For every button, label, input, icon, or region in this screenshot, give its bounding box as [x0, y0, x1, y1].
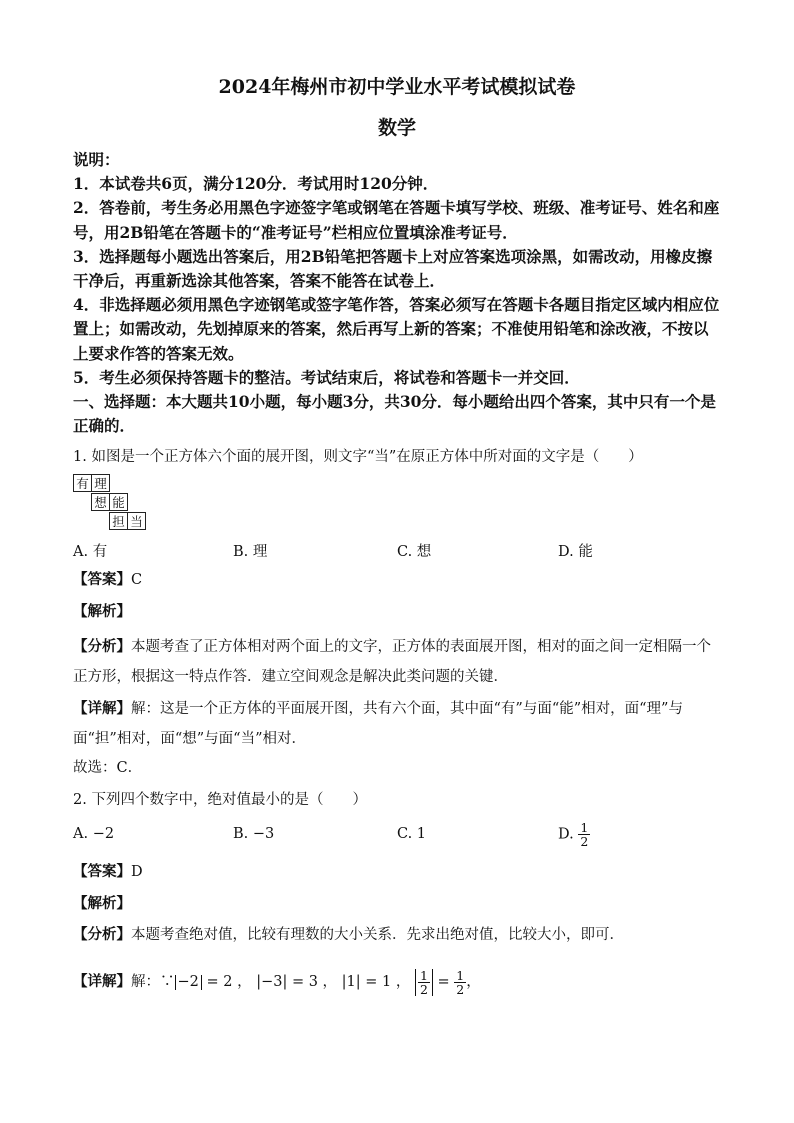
q1-analysis: [73, 632, 723, 692]
option-d-label: D.: [558, 826, 579, 843]
instructions-heading: 说明：: [73, 150, 120, 169]
jiexi-tag: 【解析】: [73, 895, 131, 912]
option-d-fraction: [578, 821, 590, 848]
option-d: [558, 821, 590, 848]
analysis-tag: 【分析】: [73, 926, 131, 943]
net-cell: 当: [127, 512, 146, 530]
answer-value: D: [131, 864, 143, 880]
fraction-numerator: 1: [580, 820, 589, 835]
abs-half: [415, 969, 433, 996]
fraction-numerator: 1: [419, 967, 428, 983]
option-b: B. 理: [233, 544, 268, 560]
instruction-item: 1．本试卷共6页，满分120分．考试用时120分钟．: [73, 174, 439, 194]
detail-text: 解：这是一个正方体的平面展开图，共有六个面，其中面“有”与面“能”相对，面“理”与面“担”相对，面“想”与面“当”相对．: [73, 701, 683, 747]
abs-neg-two: −2: [175, 975, 202, 990]
analysis-tag: 【分析】: [73, 638, 131, 655]
q2-detail: [73, 962, 723, 1002]
abs-half-fraction: [418, 969, 430, 996]
net-cell: 有: [73, 474, 92, 492]
analysis-text: 本题考查绝对值，比较有理数的大小关系．先求出绝对值，比较大小，即可．: [131, 927, 624, 943]
q2-answer: [73, 861, 723, 883]
instruction-item: 4．非选择题必须用黑色字迹钢笔或签字笔作答，答案必须写在答题卡各题目指定区域内相应位置上；如需改动，先划掉原来的答案，然后再写上新的答案；不准使用铅笔和涂改液，不按以上要求作答的答案无效。: [73, 295, 720, 363]
fraction-numerator: 1: [456, 967, 465, 983]
fraction-denominator: 2: [456, 981, 465, 997]
instruction-item: 5．考生必须保持答题卡的整洁。考试结束后，将试卷和答题卡一并交回．: [73, 367, 580, 387]
detail-prefix: 解：∵: [131, 974, 175, 990]
q1-conclusion: 故选：C．: [73, 760, 143, 776]
equals-sign: =: [437, 974, 450, 990]
q2-jiexi: [73, 893, 723, 915]
net-cell: 想: [91, 493, 110, 511]
option-b: B. −3: [233, 826, 275, 842]
option-a: A. 有: [73, 544, 108, 560]
fraction-denominator: 2: [419, 981, 428, 997]
answer-tag: 【答案】: [73, 863, 131, 880]
instruction-item: 3．选择题每小题选出答案后，用2B铅笔把答题卡上对应答案选项涂黑，如需改动，用橡皮擦干净后，再重新选涂其他答案，答案不能答在试卷上．: [73, 246, 713, 291]
instructions: [73, 148, 723, 438]
detail-end: ，: [466, 974, 481, 990]
q1-detail: [73, 694, 723, 754]
net-cell: 理: [91, 474, 110, 492]
abs-neg-two-value: = 2 ，: [206, 974, 252, 990]
q2-stem: 2. 下列四个数字中，绝对值最小的是（ ）: [73, 792, 367, 808]
q1-options: [73, 540, 723, 562]
detail-tag: 【详解】: [73, 973, 131, 990]
q2-options: [73, 820, 723, 849]
jiexi-tag: 【解析】: [73, 603, 131, 620]
net-cell: 担: [109, 512, 128, 530]
answer-value: C: [131, 572, 143, 588]
q1-jiexi: [73, 601, 723, 623]
answer-tag: 【答案】: [73, 571, 131, 588]
net-cell: 能: [109, 493, 128, 511]
option-c: C. 1: [397, 826, 427, 842]
q1-answer: [73, 569, 723, 591]
detail-tag: 【详解】: [73, 700, 131, 717]
analysis-text: 本题考查了正方体相对两个面上的文字，正方体的表面展开图，相对的面之间一定相隔一个正方形，根据这一特点作答．建立空间观念是解决此类问题的关键．: [73, 639, 711, 685]
q1-stem: 1. 如图是一个正方体六个面的展开图，则文字“当”在原正方体中所对面的文字是（ ）: [73, 449, 643, 465]
half-fraction: [454, 969, 466, 996]
exam-title: 2024年梅州市初中学业水平考试模拟试卷: [218, 76, 576, 98]
q2-analysis: [73, 924, 723, 946]
section-heading: 一、选择题：本大题共10小题，每小题3分，共30分．每小题给出四个答案，其中只有一个是正确的．: [73, 392, 716, 436]
option-a: A. −2: [73, 826, 115, 842]
instruction-item: 2．答卷前，考生务必用黑色字迹签字笔或钢笔在答题卡填写学校、班级、准考证号、姓名和座号，用2B铅笔在答题卡的“准考证号”栏相应位置填涂准考证号．: [73, 198, 720, 242]
fraction-denominator: 2: [580, 834, 589, 849]
abs-neg-three: |−3| = 3 ，: [256, 974, 338, 990]
exam-subject: 数学: [377, 117, 416, 139]
abs-one: |1| = 1 ，: [341, 974, 411, 990]
option-d: D. 能: [558, 544, 593, 560]
option-c: C. 想: [397, 544, 432, 560]
